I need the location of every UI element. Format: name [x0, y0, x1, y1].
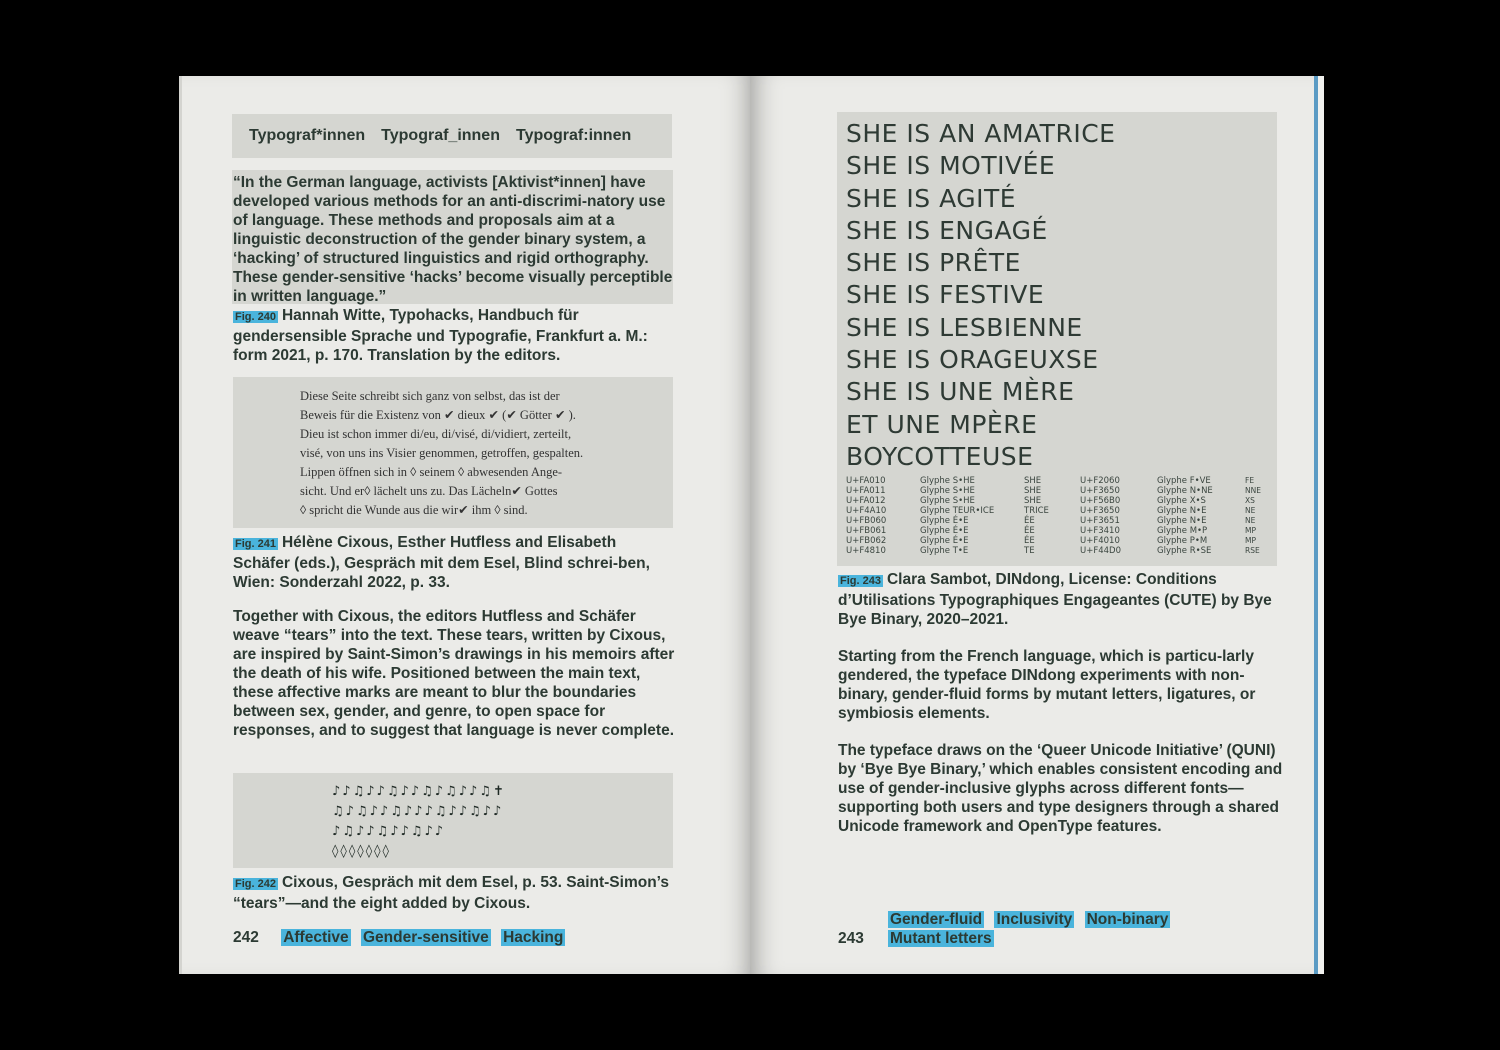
glyph-cell: U+F3410: [1080, 526, 1120, 536]
glyph-cell: U+F4010: [1080, 536, 1120, 546]
tag-non-binary: Non-binary: [1086, 911, 1169, 928]
header-variant: Typograf:innen: [515, 127, 632, 144]
type-specimen: [846, 118, 1266, 473]
glyph-cell: Glyphe R•SE: [1157, 546, 1212, 556]
glyph-cell: Glyphe S•HE: [920, 496, 975, 506]
glyph-cell: ÉE: [1024, 516, 1035, 526]
glyph-cell: U+FA011: [846, 486, 886, 496]
specimen-line: SHE IS AGITÉ: [846, 183, 1017, 213]
glyph-cell: Glyphe S•HE: [920, 486, 975, 496]
tag-mutant-letters: Mutant letters: [890, 930, 992, 947]
glyph-row: [846, 476, 1269, 486]
caption-fig243: [838, 570, 1288, 629]
page-edge: [1318, 76, 1324, 974]
glyph-cell: U+FA012: [846, 496, 886, 506]
caption-text: Hannah Witte, Typohacks, Handbuch für gendersensible Sprache und Typografie, Frankfurt a. M.: form 2021, p. 170. Translation by the editors.: [233, 307, 648, 364]
header-row: [249, 127, 669, 145]
excerpt-line: sicht. Und er◊ lächelt uns zu. Das Lächeln✔ Gottes: [300, 484, 558, 498]
specimen-line: SHE IS UNE MÈRE: [846, 377, 1075, 407]
german-excerpt: [300, 387, 610, 520]
right-page: [750, 76, 1316, 974]
specimen-line: BOYCOTTEUSE: [846, 441, 1034, 471]
glyph-row: [846, 486, 1269, 496]
glyph-row: [846, 496, 1269, 506]
glyph-cell: RSE: [1245, 546, 1260, 555]
quote-text: “In the German language, activists [Aktivist*innen] have developed various methods for an anti-discrimi-natory use of language. These methods and proposals aim at a linguistic deconstruction of the gender binary system, a ‘hacking’ of structured linguistics and rigid orthography. These gender-sensitive ‘hacks’ become visually perceptible in written language.”: [233, 174, 673, 305]
glyph-cell: Glyphe M•P: [1157, 526, 1208, 536]
body-paragraph: The typeface draws on the ‘Queer Unicode Initiative’ (QUNI) by ‘Bye Bye Binary,’ which enables consistent encoding and use of gender-inclusive glyphs across different fonts—supporting both users and type designers through a shared Unicode framework and OpenType features.: [838, 742, 1283, 835]
specimen-line: SHE IS MOTIVÉE: [846, 151, 1056, 181]
specimen-line: SHE IS AN AMATRICE: [846, 119, 1116, 148]
tears-illustration: [332, 782, 572, 862]
glyph-cell: Glyphe É•E: [920, 536, 969, 546]
excerpt-line: Diese Seite schreibt sich ganz von selbst, das ist der: [300, 389, 560, 403]
glyph-cell: Glyphe É•E: [920, 516, 969, 526]
excerpt-line: visé, von uns ins Visier genommen, getroffen, gespalten.: [300, 446, 584, 460]
page-number: 242: [233, 929, 259, 946]
body-paragraph: Starting from the French language, which is particu-larly gendered, the typeface DINdong experiments with non-binary, gender-fluid forms by mutant letters, ligatures, or symbiosis elements.: [838, 648, 1256, 722]
glyph-row: [846, 516, 1269, 526]
glyph-cell: XS: [1245, 496, 1255, 505]
glyph-row: [846, 536, 1269, 546]
glyph-cell: SHE: [1024, 496, 1042, 506]
fig-label: Fig. 243: [840, 575, 881, 587]
excerpt-line: ◊ spricht die Wunde aus die wir✔ ihm ◊ sind.: [300, 503, 528, 517]
glyph-cell: Glyphe N•E: [1157, 516, 1207, 526]
fig-label: Fig. 242: [235, 878, 276, 890]
glyph-cell: TE: [1024, 546, 1035, 556]
glyph-cell: U+F3650: [1080, 486, 1120, 496]
glyph-cell: U+F3651: [1080, 516, 1120, 526]
glyph-cell: U+F3650: [1080, 506, 1120, 516]
caption-text: Hélène Cixous, Esther Hutfless and Elisabeth Schäfer (eds.), Gespräch mit dem Esel, Blind schrei-ben, Wien: Sonderzahl 2022, p. 33.: [233, 534, 650, 591]
tag-gender-sensitive: Gender-sensitive: [362, 929, 489, 946]
tears-row: ◊◊◊◊◊◊◊: [332, 844, 391, 859]
glyph-cell: U+F4A10: [846, 506, 887, 516]
glyph-cell: MP: [1245, 526, 1256, 535]
specimen-line: SHE IS ENGAGÉ: [846, 215, 1048, 245]
glyph-cell: FE: [1245, 476, 1255, 485]
page-number: 243: [838, 930, 864, 947]
glyph-cell: TRICE: [1024, 506, 1049, 516]
fig-label: Fig. 240: [235, 311, 276, 323]
excerpt-line: Lippen öffnen sich in ◊ seinem ◊ abwesenden Ange-: [300, 465, 563, 479]
left-page: [179, 76, 753, 974]
glyph-cell: U+F4810: [846, 546, 886, 556]
caption-text: Clara Sambot, DINdong, License: Conditions d’Utilisations Typographiques Engageantes (CUTE) by Bye Bye Binary, 2020–2021.: [838, 571, 1272, 628]
tag-hacking: Hacking: [503, 929, 564, 946]
glyph-cell: SHE: [1024, 486, 1042, 496]
tag-affective: Affective: [283, 929, 349, 946]
glyph-cell: U+FB061: [846, 526, 887, 536]
glyph-table: [846, 476, 1269, 556]
caption-fig242: [233, 873, 683, 913]
caption-fig241: [233, 533, 673, 592]
glyph-cell: Glyphe TEUR•ICE: [920, 506, 995, 516]
glyph-cell: Glyphe X•S: [1157, 496, 1206, 506]
glyph-cell: NNE: [1245, 486, 1261, 495]
glyph-cell: ÉE: [1024, 536, 1035, 546]
specimen-line: SHE IS FESTIVE: [846, 280, 1045, 310]
glyph-cell: U+F44D0: [1080, 546, 1122, 556]
glyph-cell: Glyphe É•E: [920, 526, 969, 536]
specimen-line: SHE IS LESBIENNE: [846, 312, 1083, 342]
glyph-cell: U+FB062: [846, 536, 887, 546]
excerpt-line: Beweis für die Existenz von ✔ dieux ✔ (✔ Götter ✔ ).: [300, 408, 576, 422]
tag-list: [888, 910, 1218, 948]
fig-label: Fig. 241: [235, 538, 276, 550]
glyph-cell: Glyphe N•NE: [1157, 486, 1213, 496]
body-paragraph: Together with Cixous, the editors Hutfless and Schäfer weave “tears” into the text. These tears, written by Cixous, are inspired by Saint-Simon’s drawings in his memoirs after the death of his wife. Positioned between the main text, these affective marks are meant to blur the boundaries between sex, gender, and genre, to open space for responses, and to suggest that language is never complete.: [233, 608, 675, 739]
glyph-cell: U+F2060: [1080, 476, 1120, 486]
footer-left: [233, 929, 571, 947]
glyph-cell: U+F56B0: [1080, 496, 1121, 506]
glyph-cell: Glyphe T•E: [920, 546, 969, 556]
excerpt-line: Dieu ist schon immer di/eu, di/visé, di/vidiert, zerteilt,: [300, 427, 572, 441]
tears-row: ♪♪♫♪♪♫♪♪♫♪♫♪♪♫✝: [332, 784, 506, 799]
caption-text: Cixous, Gespräch mit dem Esel, p. 53. Saint-Simon’s “tears”—and the eight added by Cixous.: [233, 874, 670, 912]
caption-fig240: [233, 306, 673, 365]
glyph-cell: Glyphe S•HE: [920, 476, 975, 486]
page-edge-accent: [1314, 76, 1318, 974]
specimen-line: ET UNE MPÈRE: [846, 409, 1038, 439]
specimen-line: SHE IS PRÊTE: [846, 248, 1021, 278]
header-variant: Typograf*innen: [249, 127, 366, 144]
glyph-cell: U+FA010: [846, 476, 886, 486]
glyph-row: [846, 506, 1269, 516]
glyph-cell: U+FB060: [846, 516, 887, 526]
glyph-cell: Glyphe N•E: [1157, 506, 1207, 516]
glyph-cell: ÉE: [1024, 526, 1035, 536]
tears-row: ♫♪♫♪♪♫♪♪♪♫♪♪♫♪♪: [332, 804, 504, 819]
tag-inclusivity: Inclusivity: [996, 911, 1073, 928]
glyph-cell: NE: [1245, 516, 1256, 525]
glyph-cell: MP: [1245, 536, 1256, 545]
glyph-row: [846, 546, 1269, 556]
tag-gender-fluid: Gender-fluid: [890, 911, 983, 928]
glyph-cell: SHE: [1024, 476, 1042, 486]
glyph-cell: Glyphe F•VE: [1157, 476, 1211, 486]
glyph-cell: Glyphe P•M: [1157, 536, 1208, 546]
specimen-line: SHE IS ORAGEUXSE: [846, 345, 1099, 375]
glyph-cell: NE: [1245, 506, 1256, 515]
tears-row: ♪♫♪♪♫♪♪♫♪♪: [332, 824, 446, 839]
glyph-row: [846, 526, 1269, 536]
header-variant: Typograf_innen: [381, 127, 500, 144]
